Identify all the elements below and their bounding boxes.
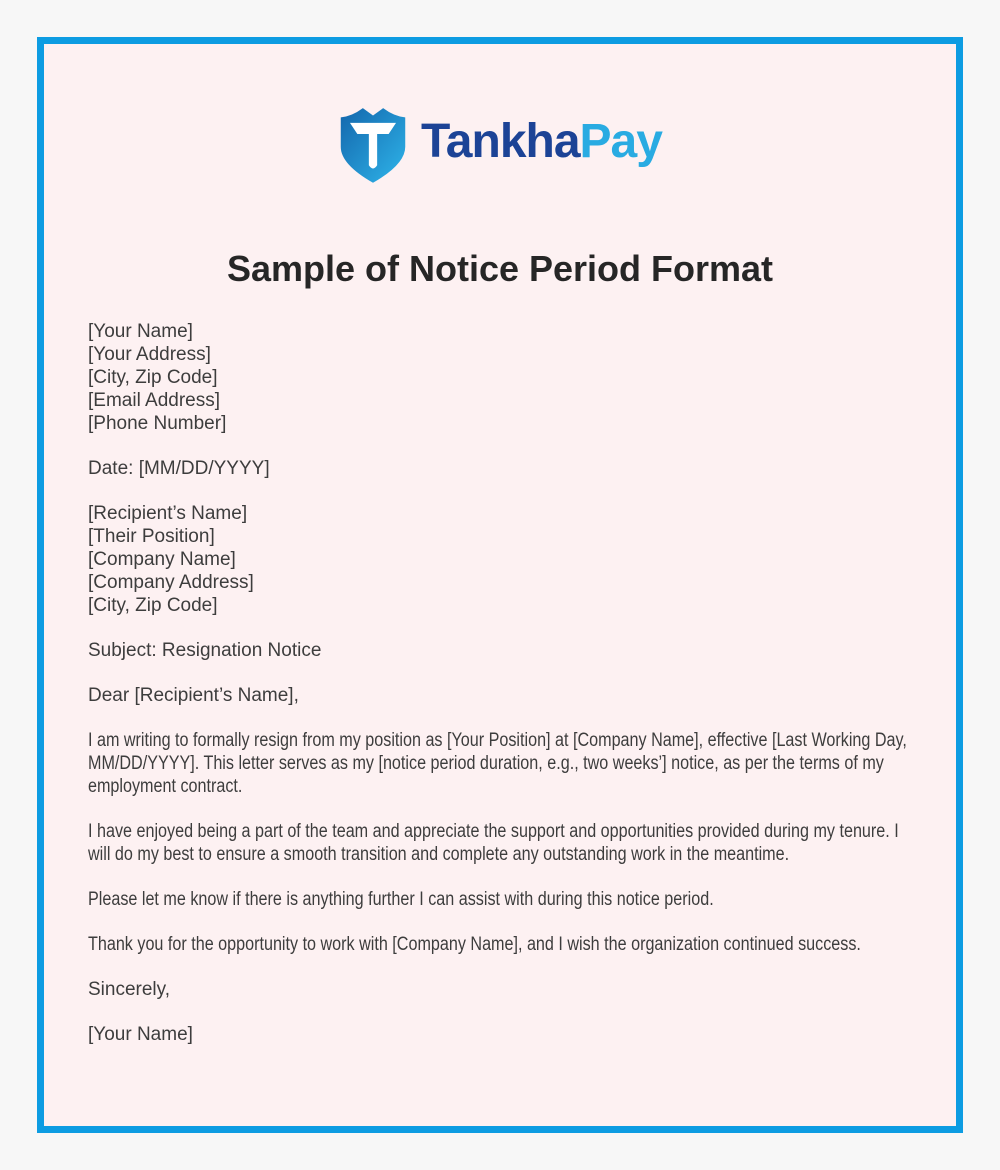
recipient-line: [Recipient’s Name] xyxy=(88,503,248,524)
sender-line: [Phone Number] xyxy=(88,413,227,434)
date-line: Date: [MM/DD/YYYY] xyxy=(88,458,270,479)
sender-block xyxy=(88,320,912,435)
sender-line: [Your Name] xyxy=(88,321,193,342)
brand-wordmark xyxy=(421,115,662,172)
recipient-line: [City, Zip Code] xyxy=(88,595,218,616)
recipient-line: [Company Name] xyxy=(88,549,236,570)
sender-line: [City, Zip Code] xyxy=(88,367,218,388)
sender-line: [Email Address] xyxy=(88,390,220,411)
sender-line: [Your Address] xyxy=(88,344,211,365)
shield-t-icon xyxy=(338,105,408,185)
page-title: Sample of Notice Period Format xyxy=(226,248,774,289)
recipient-line: [Company Address] xyxy=(88,572,254,593)
body-paragraph: Please let me know if there is anything further I can assist with during this notice period. xyxy=(88,889,714,910)
brand-first: Tankha xyxy=(421,115,580,168)
letter-frame xyxy=(37,37,963,1133)
closing: Sincerely, xyxy=(88,979,171,1000)
tankhapay-logo xyxy=(88,104,912,186)
salutation: Dear [Recipient’s Name], xyxy=(88,685,299,706)
recipient-line: [Their Position] xyxy=(88,526,215,547)
brand-second: Pay xyxy=(579,115,662,168)
body-paragraph: I have enjoyed being a part of the team and appreciate the support and opportunities provided during my tenure. I will do my best to ensure a smooth transition and complete any outstanding work in the meantime. xyxy=(88,821,899,865)
recipient-block xyxy=(88,502,912,617)
subject-line: Subject: Resignation Notice xyxy=(88,640,322,661)
body-paragraph: Thank you for the opportunity to work with [Company Name], and I wish the organization continued success. xyxy=(88,934,861,955)
letter-body xyxy=(88,320,912,1046)
body-paragraph: I am writing to formally resign from my position as [Your Position] at [Company Name], effective [Last Working Day, MM/DD/YYYY]. This letter serves as my [notice period duration, e.g., two weeks’] notice, as per the terms of my employment contract. xyxy=(88,730,907,797)
letter-content xyxy=(44,44,956,1046)
signature: [Your Name] xyxy=(88,1024,193,1045)
